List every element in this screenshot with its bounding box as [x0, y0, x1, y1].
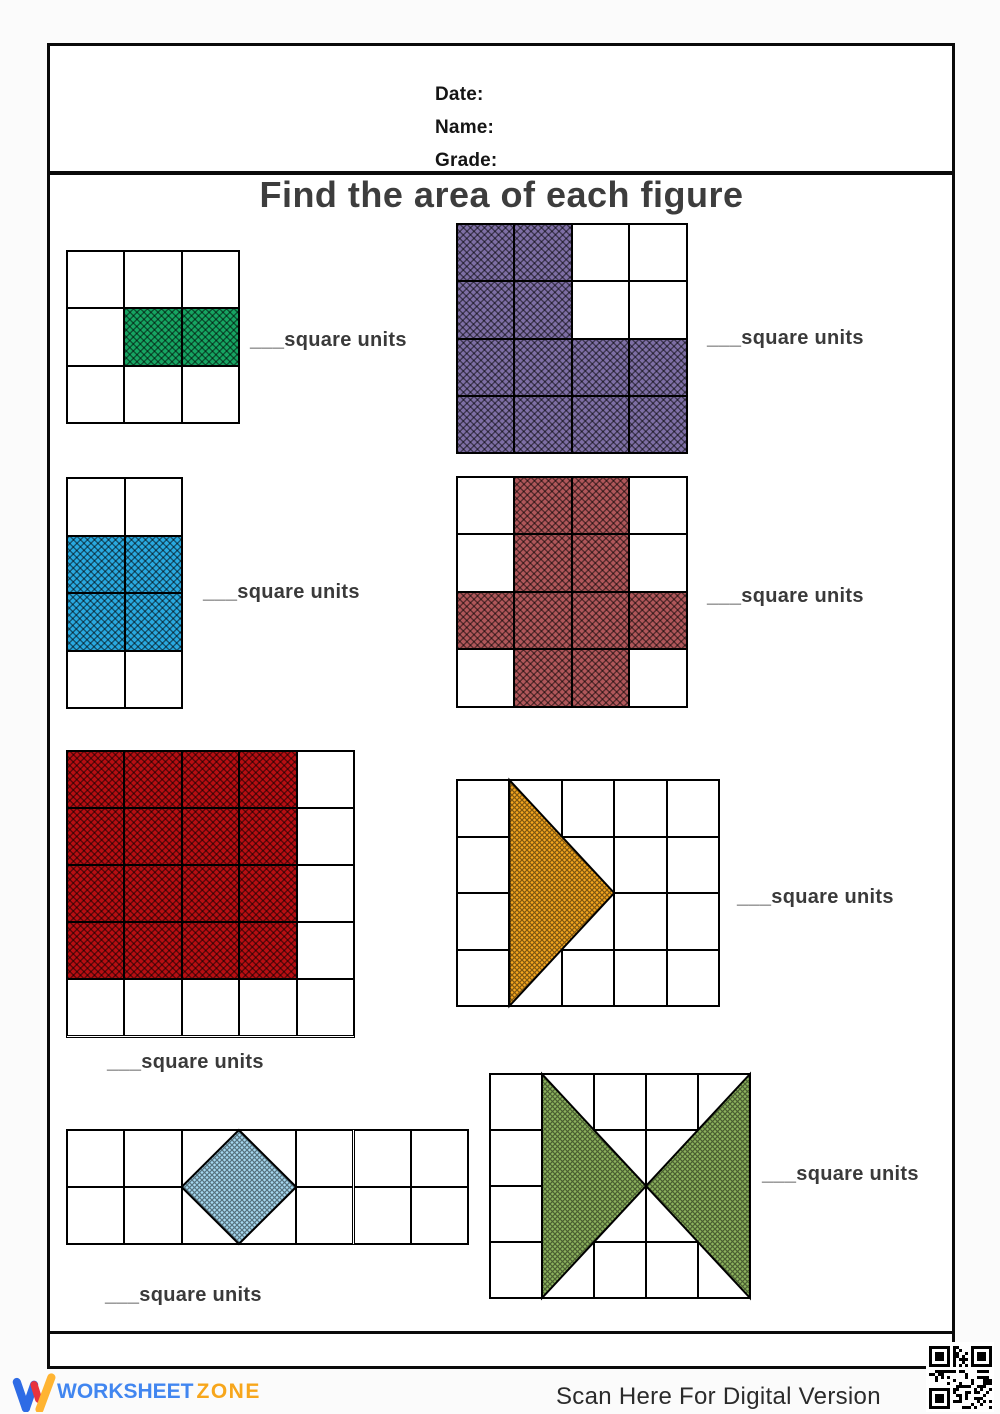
grid-cell: [698, 1186, 750, 1242]
grid-cell: [629, 339, 686, 396]
answer-blank-label: ___square units: [707, 585, 864, 607]
grid-cell: [125, 593, 183, 651]
grid-cell: [542, 1130, 594, 1186]
grid-cell: [297, 979, 354, 1036]
date-label: Date:: [435, 84, 484, 105]
grid-cell: [514, 592, 571, 649]
figure-blue-rectangle: [66, 477, 183, 709]
grid-cell: [572, 281, 629, 338]
qr-code-image: [929, 1346, 992, 1409]
grid-cell: [667, 950, 719, 1007]
grid-cell: [490, 1242, 542, 1298]
grid-cell: [509, 837, 561, 894]
grid-cell: [239, 979, 296, 1036]
answer-blank-label: ___square units: [707, 327, 864, 349]
figure-green-rectangle: [66, 250, 240, 424]
grid-cell: [629, 224, 686, 281]
grid-cell: [182, 251, 239, 308]
scan-here-text: Scan Here For Digital Version: [556, 1383, 881, 1410]
answer-blank-label: ___square units: [762, 1163, 919, 1185]
grid-cell: [514, 339, 571, 396]
grid-cell: [509, 950, 561, 1007]
grid-cell: [67, 808, 124, 865]
grid-cell: [457, 534, 514, 591]
grid-cell: [297, 865, 354, 922]
grid-cell: [514, 281, 571, 338]
grid-cell: [542, 1242, 594, 1298]
grid-cell: [182, 808, 239, 865]
grid-cell: [124, 251, 181, 308]
grid-cell: [354, 1187, 411, 1244]
grid-cell: [296, 1130, 353, 1187]
grid-cell: [594, 1186, 646, 1242]
grid-cell: [67, 1130, 124, 1187]
brand-wordmark: [57, 1380, 261, 1404]
grid-cell: [490, 1074, 542, 1130]
grid-cell: [182, 308, 239, 365]
grid-cell: [698, 1074, 750, 1130]
grid-cell: [457, 893, 509, 950]
grid-cell: [629, 534, 686, 591]
brand-worksheet: WORKSHEET: [57, 1380, 194, 1403]
footer-divider: [47, 1331, 955, 1334]
grid-cell: [124, 1187, 181, 1244]
grid-cell: [124, 308, 181, 365]
grid-cell: [125, 536, 183, 594]
grid-cell: [572, 534, 629, 591]
grid-cell: [239, 865, 296, 922]
grid-cell: [614, 837, 666, 894]
grid-cell: [411, 1130, 468, 1187]
grid-cell: [411, 1187, 468, 1244]
grid-cell: [562, 893, 614, 950]
grid-cell: [509, 780, 561, 837]
grid-cell: [514, 534, 571, 591]
brand-zone: ZONE: [196, 1380, 261, 1403]
page-title: Find the area of each figure: [259, 174, 744, 215]
grid-cell: [67, 536, 125, 594]
grid-cell: [572, 339, 629, 396]
grid-cell: [182, 1130, 239, 1187]
figure-dark-red-square: [66, 750, 355, 1038]
grid-cell: [667, 837, 719, 894]
grid-cell: [594, 1242, 646, 1298]
grid-cell: [182, 865, 239, 922]
answer-blank-label: ___square units: [107, 1051, 264, 1073]
answer-blank-label: ___square units: [105, 1284, 262, 1306]
grid-cell: [67, 922, 124, 979]
answer-blank-label: ___square units: [250, 329, 407, 351]
grid-cell: [667, 780, 719, 837]
grid-cell: [594, 1074, 646, 1130]
grid-cell: [562, 837, 614, 894]
grid-cell: [646, 1186, 698, 1242]
figure-orange-triangle: [456, 779, 720, 1007]
grid-cell: [614, 780, 666, 837]
grid-cell: [572, 224, 629, 281]
figure-green-bowtie: [489, 1073, 751, 1299]
grid-cell: [457, 837, 509, 894]
grid-cell: [124, 366, 181, 423]
grid-cell: [457, 396, 514, 453]
grid-cell: [182, 1187, 239, 1244]
grid-cell: [67, 1187, 124, 1244]
grid-cell: [354, 1130, 411, 1187]
grid-cell: [572, 396, 629, 453]
grid-cell: [457, 592, 514, 649]
grid-cell: [296, 1187, 353, 1244]
grid-cell: [67, 751, 124, 808]
grid-cell: [572, 477, 629, 534]
grid-cell: [457, 224, 514, 281]
grid-cell: [239, 751, 296, 808]
grid-cell: [457, 649, 514, 706]
grid-cell: [490, 1130, 542, 1186]
grid-cell: [182, 751, 239, 808]
grid-cell: [124, 751, 181, 808]
grid-cell: [572, 649, 629, 706]
grid-cell: [297, 922, 354, 979]
grade-label: Grade:: [435, 150, 498, 171]
grid-cell: [67, 593, 125, 651]
grid-cell: [67, 651, 125, 709]
grid-cell: [457, 281, 514, 338]
grid-cell: [457, 339, 514, 396]
grid-cell: [514, 649, 571, 706]
grid-cell: [125, 651, 183, 709]
grid-cell: [125, 478, 183, 536]
grid-cell: [509, 893, 561, 950]
grid-cell: [182, 922, 239, 979]
figure-red-cross: [456, 476, 688, 708]
grid-cell: [629, 396, 686, 453]
grid-cell: [572, 592, 629, 649]
grid-cell: [514, 396, 571, 453]
grid-cell: [124, 865, 181, 922]
grid-cell: [667, 893, 719, 950]
grid-cell: [67, 478, 125, 536]
grid-cell: [614, 893, 666, 950]
figure-blue-diamond: [66, 1129, 469, 1245]
grid-cell: [698, 1242, 750, 1298]
grid-cell: [124, 979, 181, 1036]
grid-cell: [239, 808, 296, 865]
name-label: Name:: [435, 117, 495, 138]
grid-cell: [457, 780, 509, 837]
grid-cell: [646, 1130, 698, 1186]
grid-cell: [457, 477, 514, 534]
figure-purple-l-shape: [456, 223, 688, 454]
grid-cell: [297, 751, 354, 808]
grid-cell: [490, 1186, 542, 1242]
grid-cell: [646, 1242, 698, 1298]
grid-cell: [124, 922, 181, 979]
grid-cell: [457, 950, 509, 1007]
grid-cell: [67, 366, 124, 423]
grid-cell: [182, 979, 239, 1036]
grid-cell: [514, 477, 571, 534]
qr-code: [926, 1342, 994, 1412]
grid-cell: [514, 224, 571, 281]
grid-cell: [67, 308, 124, 365]
worksheetzone-logo-icon: [12, 1372, 58, 1412]
grid-cell: [124, 1130, 181, 1187]
grid-cell: [239, 1130, 296, 1187]
grid-cell: [542, 1074, 594, 1130]
grid-cell: [67, 979, 124, 1036]
grid-cell: [629, 649, 686, 706]
grid-cell: [629, 477, 686, 534]
grid-cell: [182, 366, 239, 423]
grid-cell: [124, 808, 181, 865]
grid-cell: [594, 1130, 646, 1186]
grid-cell: [629, 592, 686, 649]
grid-cell: [67, 251, 124, 308]
grid-cell: [542, 1186, 594, 1242]
grid-cell: [614, 950, 666, 1007]
answer-blank-label: ___square units: [203, 581, 360, 603]
grid-cell: [239, 1187, 296, 1244]
grid-cell: [562, 950, 614, 1007]
answer-blank-label: ___square units: [737, 886, 894, 908]
grid-cell: [239, 922, 296, 979]
grid-cell: [698, 1130, 750, 1186]
grid-cell: [629, 281, 686, 338]
grid-cell: [297, 808, 354, 865]
grid-cell: [646, 1074, 698, 1130]
grid-cell: [67, 865, 124, 922]
grid-cell: [562, 780, 614, 837]
